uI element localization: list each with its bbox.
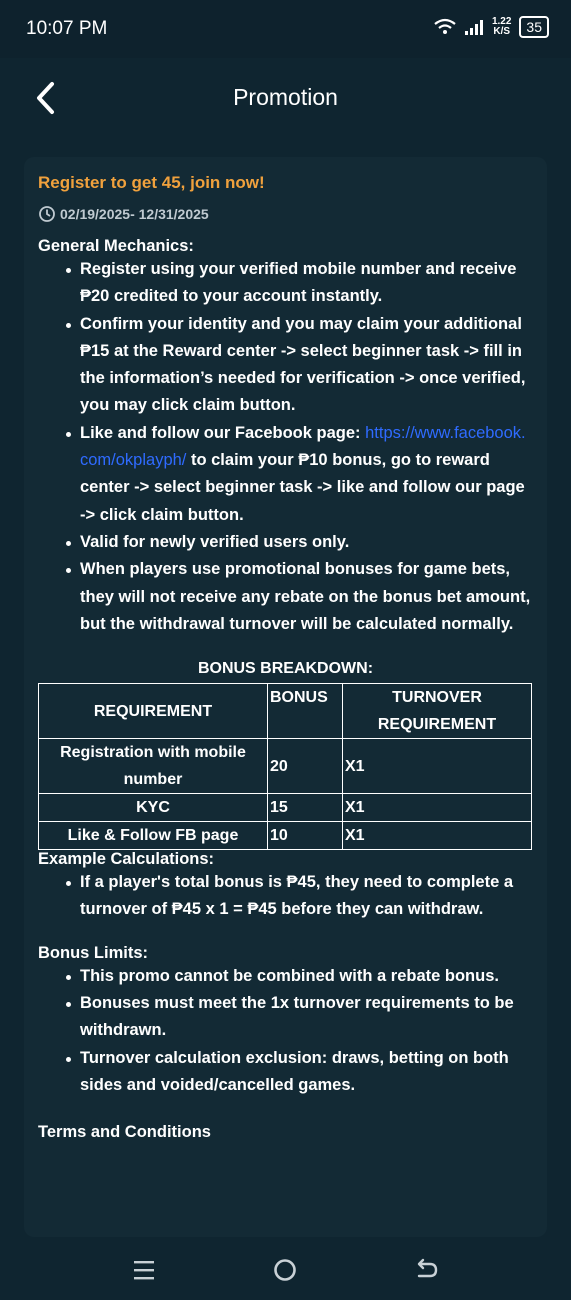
battery-indicator: 35: [519, 16, 549, 38]
status-bar: [0, 0, 571, 58]
header-requirement: REQUIREMENT: [39, 684, 268, 739]
list-item: [38, 420, 533, 529]
list-item: This promo cannot be combined with a rebate bonus.: [38, 963, 533, 990]
promo-date-range: 02/19/2025- 12/31/2025: [60, 206, 209, 222]
home-button[interactable]: [271, 1256, 299, 1284]
timer-icon: [38, 205, 56, 223]
page-title: Promotion: [233, 84, 338, 110]
menu-icon: [130, 1256, 158, 1284]
speed-value: 1.22: [491, 16, 512, 27]
promotion-card: [24, 157, 547, 1237]
table-row: [39, 822, 532, 850]
cell-bonus: 20: [268, 739, 343, 794]
example-calculations-heading: Example Calculations:: [38, 850, 215, 869]
limits-list: [38, 963, 533, 1099]
header-turnover: TURNOVER REQUIREMENT: [343, 684, 532, 739]
promo-date-row: [38, 205, 533, 223]
general-mechanics-heading: General Mechanics:: [38, 237, 194, 255]
list-item: Register using your verified mobile number and receive ₱20 credited to your account instantly.: [38, 256, 533, 311]
cell-requirement: Like & Follow FB page: [39, 822, 268, 850]
mechanics-list: [38, 256, 533, 638]
list-item: Turnover calculation exclusion: draws, betting on both sides and voided/cancelled games.: [38, 1045, 533, 1100]
table-header-row: [39, 684, 532, 739]
terms-heading: Terms and Conditions: [38, 1123, 211, 1142]
wifi-icon: [434, 18, 456, 36]
cell-bonus: 10: [268, 822, 343, 850]
menu-button[interactable]: [130, 1256, 158, 1284]
list-item: Confirm your identity and you may claim your additional ₱15 at the Reward center -> select beginner task -> fill in the information’s needed for verification -> once verified, you may click claim button.: [38, 311, 533, 420]
cell-bonus: 15: [268, 794, 343, 822]
list-item: If a player's total bonus is ₱45, they need to complete a turnover of ₱45 x 1 = ₱45 before they can withdraw.: [38, 869, 533, 924]
navigation-bar: [0, 1238, 571, 1300]
table-row: [39, 739, 532, 794]
bonus-breakdown-title: BONUS BREAKDOWN:: [197, 660, 374, 678]
back-arrow-icon: [412, 1256, 440, 1284]
list-item: Valid for newly verified users only.: [38, 529, 533, 556]
speed-unit: K/S: [493, 26, 511, 37]
signal-icon: [464, 18, 484, 36]
network-speed: [492, 17, 511, 37]
status-time: 10:07 PM: [26, 18, 108, 39]
header: [0, 58, 571, 140]
bonus-limits-heading: Bonus Limits:: [38, 943, 148, 962]
bonus-breakdown-table: [38, 683, 532, 850]
header-bonus: BONUS: [268, 684, 343, 739]
cell-turnover: X1: [343, 822, 532, 850]
mechanic-text: to claim your ₱10 bonus, go to reward center -> select beginner task -> like and follow our page -> click claim button.: [80, 451, 525, 524]
cell-turnover: X1: [343, 739, 532, 794]
promo-title: Register to get 45, join now!: [38, 173, 265, 192]
list-item: When players use promotional bonuses for game bets, they will not receive any rebate on the bonus bet amount, but the withdrawal turnover will be calculated normally.: [38, 556, 533, 638]
cell-requirement: KYC: [39, 794, 268, 822]
mechanic-text: Like and follow our Facebook page:: [80, 423, 366, 442]
status-icons: [434, 16, 549, 38]
back-nav-button[interactable]: [412, 1256, 440, 1284]
example-list: [38, 869, 533, 924]
table-row: [39, 794, 532, 822]
home-icon: [271, 1256, 299, 1284]
facebook-link[interactable]: https://www.facebook.com/okplayph/: [80, 423, 526, 470]
list-item: Bonuses must meet the 1x turnover requirements to be withdrawn.: [38, 990, 533, 1045]
cell-requirement: Registration with mobile number: [39, 739, 268, 794]
cell-turnover: X1: [343, 794, 532, 822]
